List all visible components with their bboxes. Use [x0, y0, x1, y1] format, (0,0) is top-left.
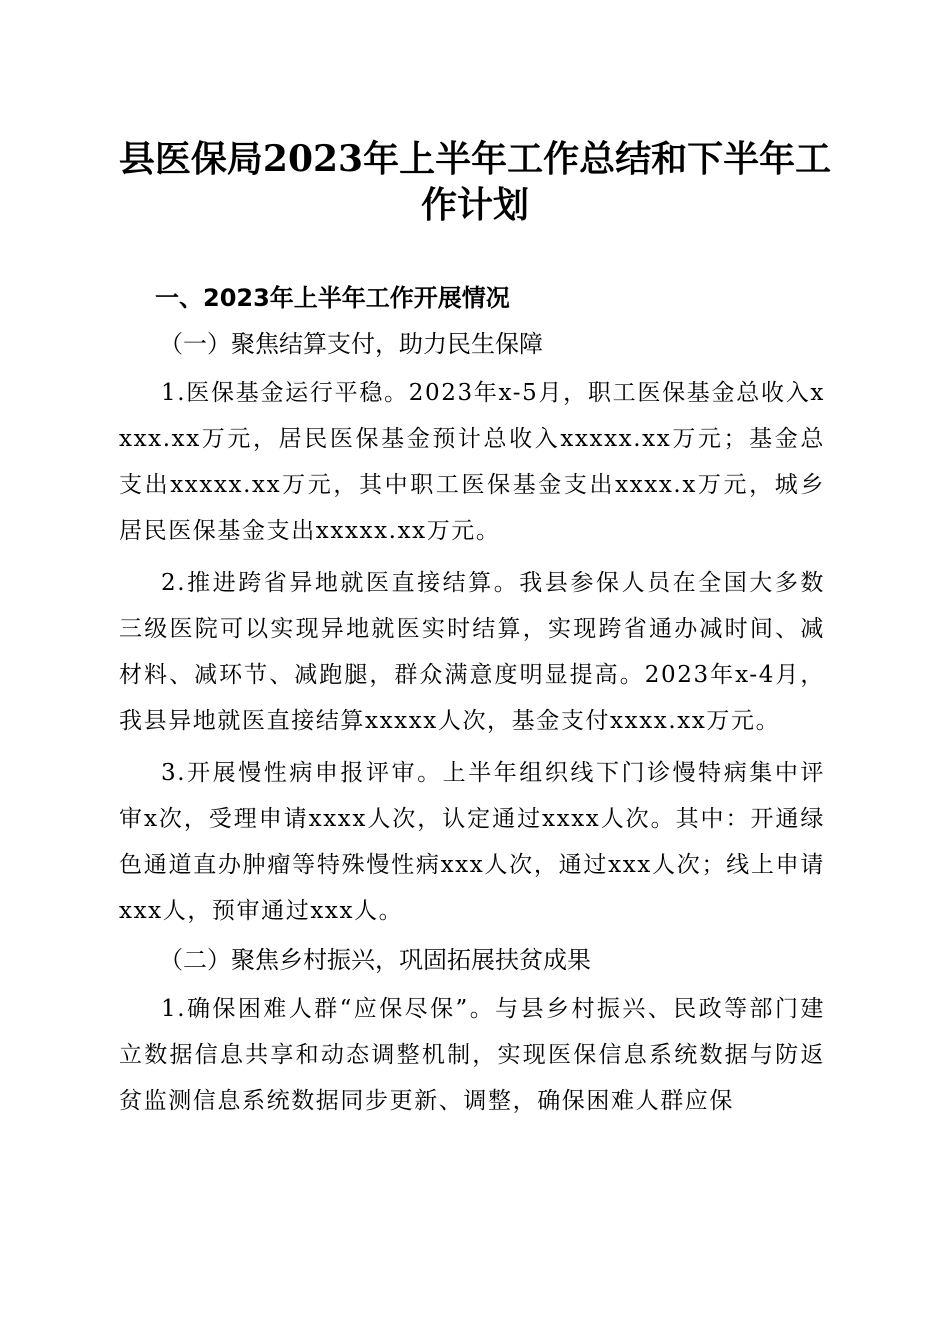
- document-title-line-1: 县医保局2023年上半年工作总结和下半年工: [118, 138, 832, 180]
- subsection-heading-1: （一）聚焦结算支付，助力民生保障: [159, 330, 543, 358]
- paragraph-chronic-disease-review: 3.开展慢性病申报评审。上半年组织线下门诊慢特病集中评审x次，受理申请xxxx人次，认定通过xxxx人次。其中：开通绿色通道直办肿瘤等特殊慢性病xxx人次，通过xxx人次；线上申请xxx人，预审通过xxx人。: [119, 760, 825, 924]
- document-title-line-2: 作计划: [420, 184, 529, 226]
- paragraph-insurance-coverage: 1.确保困难人群“应保尽保”。与县乡村振兴、民政等部门建立数据信息共享和动态调整机制，实现医保信息系统数据与防返贫监测信息系统数据同步更新、调整，确保困难人群应保: [119, 996, 825, 1114]
- section-heading-1: 一、2023年上半年工作开展情况: [155, 284, 510, 312]
- paragraph-cross-province-settlement: 2.推进跨省异地就医直接结算。我县参保人员在全国大多数三级医院可以实现异地就医实时结算，实现跨省通办减时间、减材料、减环节、减跑腿，群众满意度明显提高。2023年x-4月，我县异地就医直接结算xxxxx人次，基金支付xxxx.xx万元。: [119, 570, 825, 734]
- document-body: [119, 278, 825, 1130]
- paragraph-fund-operation: 1.医保基金运行平稳。2023年x-5月，职工医保基金总收入xxxx.xx万元，居民医保基金预计总收入xxxxx.xx万元；基金总支出xxxxx.xx万元，其中职工医保基金支出xxxx.x万元，城乡居民医保基金支出xxxxx.xx万元。: [119, 380, 825, 544]
- document-title: [115, 136, 835, 228]
- subsection-heading-2: （二）聚焦乡村振兴，巩固拓展扶贫成果: [159, 946, 591, 974]
